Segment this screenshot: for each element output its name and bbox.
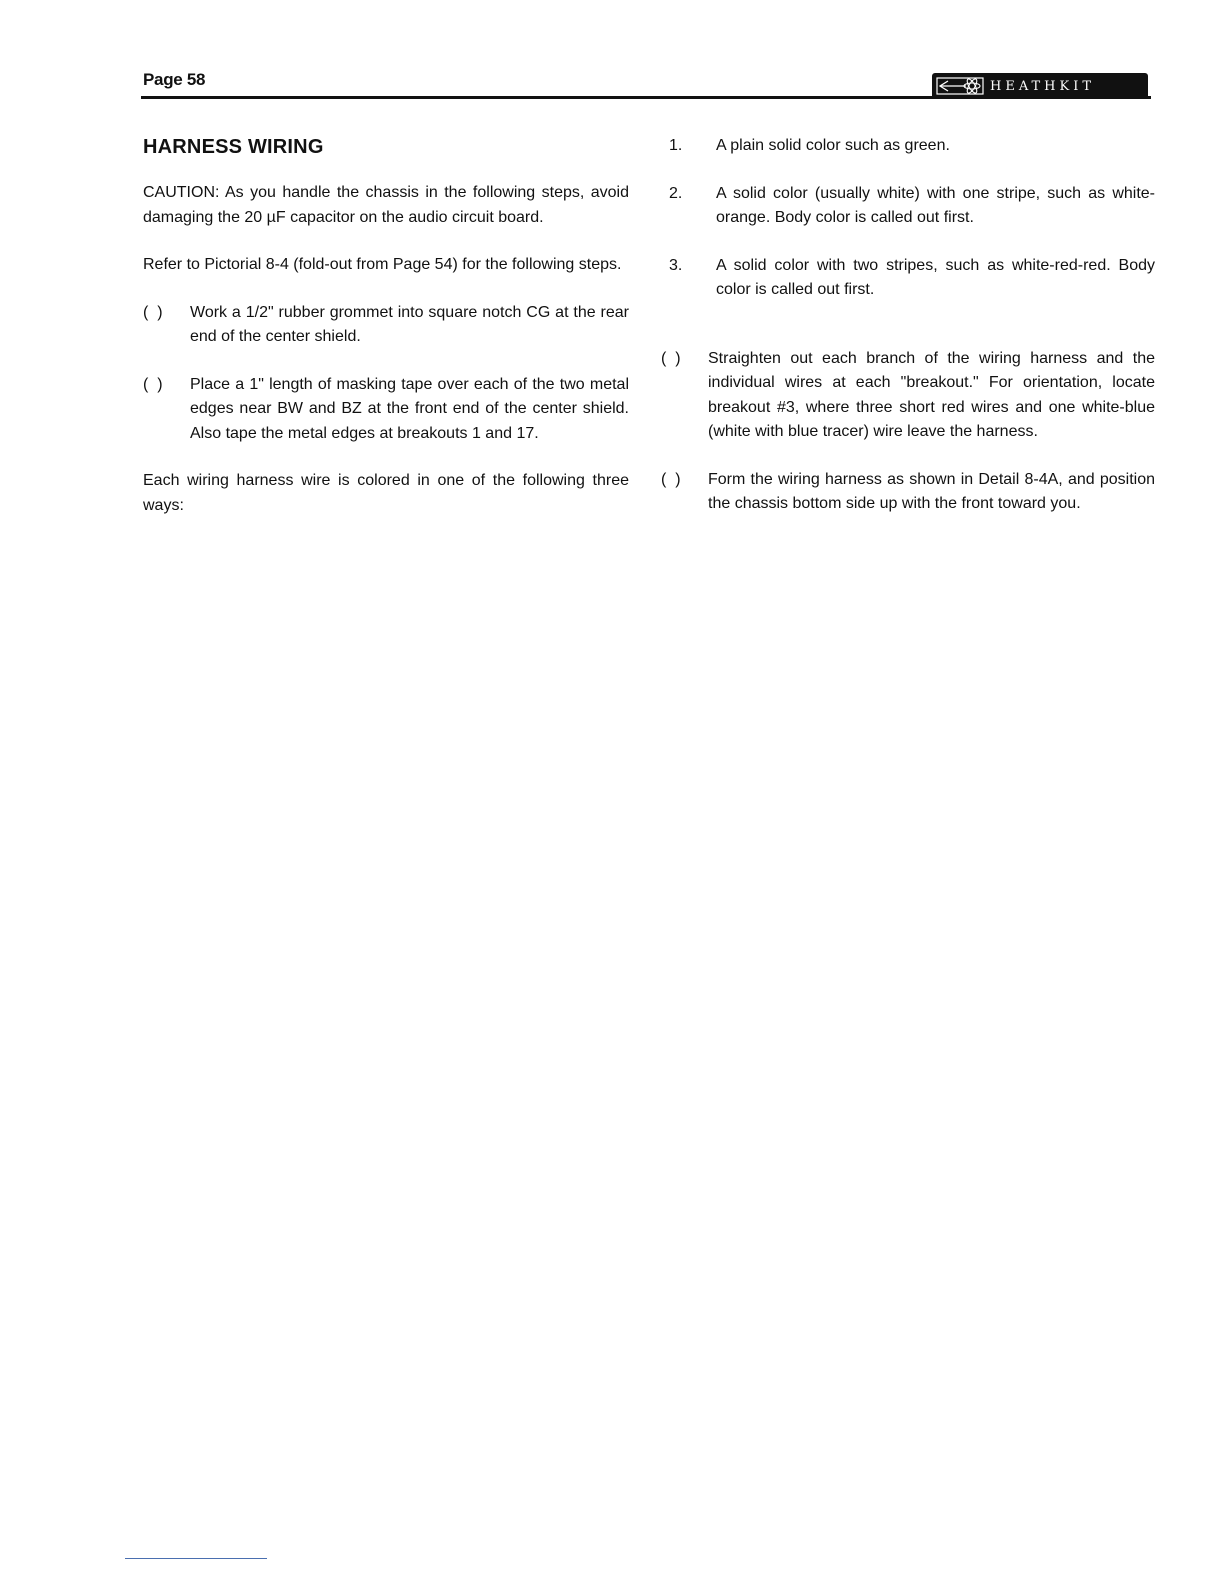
list-item xyxy=(661,182,1155,231)
step-checkbox[interactable]: ( ) xyxy=(143,375,163,393)
list-number: 1. xyxy=(669,137,683,154)
step-text: Place a 1" length of masking tape over each of the two metal edges near BW and BZ at the front end of the center shield. Also tape the metal edges at breakouts 1 and 17. xyxy=(190,375,629,442)
footnote-rule xyxy=(125,1558,267,1559)
step-text: Form the wiring harness as shown in Detail 8-4A, and position the chassis bottom side up with the front toward you. xyxy=(708,470,1155,512)
refer-paragraph: Refer to Pictorial 8-4 (fold-out from Page 54) for the following steps. xyxy=(143,256,622,273)
list-text: A solid color (usually white) with one stripe, such as white-orange. Body color is called out first. xyxy=(716,184,1155,226)
header-rule xyxy=(141,96,1151,99)
list-text: A solid color with two stripes, such as white-red-red. Body color is called out first. xyxy=(716,256,1155,298)
logo-text: HEATHKIT xyxy=(990,78,1096,94)
page-number: Page 58 xyxy=(143,70,206,89)
step-checkbox[interactable]: ( ) xyxy=(661,349,681,367)
left-column xyxy=(143,134,629,541)
list-item xyxy=(661,134,1155,159)
section-heading: HARNESS WIRING xyxy=(143,136,324,158)
color-ways-list xyxy=(661,134,1155,303)
list-number: 3. xyxy=(669,256,683,274)
step-masking-tape xyxy=(143,373,629,447)
list-number: 2. xyxy=(669,184,683,202)
step-form-harness xyxy=(661,468,1155,517)
list-item xyxy=(661,254,1155,303)
step-checkbox[interactable]: ( ) xyxy=(661,470,681,488)
heathkit-emblem-icon xyxy=(936,76,984,96)
step-text: Work a 1/2" rubber grommet into square notch CG at the rear end of the center shield. xyxy=(190,303,629,345)
step-text: Straighten out each branch of the wiring harness and the individual wires at each "breakout." For orientation, locate breakout #3, where three short red wires and one white-blue (white with blue tracer) wire leave the harness. xyxy=(708,349,1155,440)
step-straighten-harness xyxy=(661,347,1155,445)
colored-intro-paragraph: Each wiring harness wire is colored in one of the following three ways: xyxy=(143,472,629,514)
step-grommet xyxy=(143,301,629,350)
caution-paragraph: CAUTION: As you handle the chassis in the following steps, avoid damaging the 20 µF capacitor on the audio circuit board. xyxy=(143,184,629,226)
right-column xyxy=(661,134,1155,540)
step-checkbox[interactable]: ( ) xyxy=(143,303,163,321)
list-text: A plain solid color such as green. xyxy=(716,137,950,154)
